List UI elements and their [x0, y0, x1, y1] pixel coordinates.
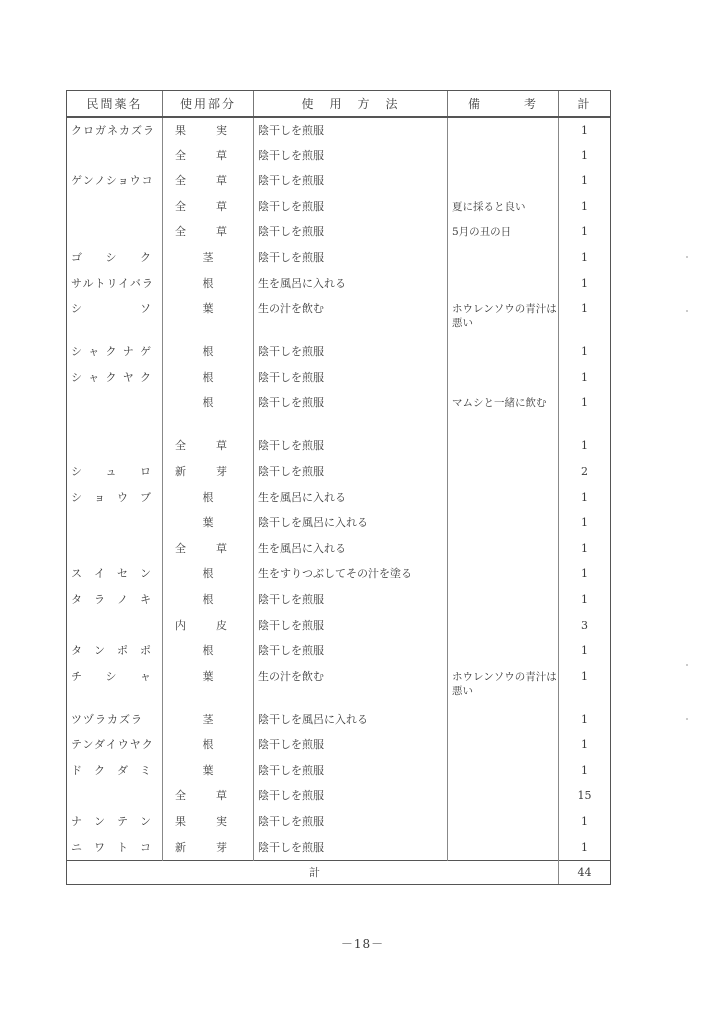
table-row [67, 510, 611, 536]
remarks [448, 168, 559, 194]
table-row [67, 194, 611, 220]
remarks: ホウレンソウの青汁は悪い [448, 296, 559, 339]
usage-method: 陰干しを煎服 [254, 783, 448, 809]
used-part: 根 [163, 732, 254, 758]
table-row [67, 117, 611, 143]
header-name: 民間薬名 [67, 91, 163, 118]
table-row [67, 219, 611, 245]
table-row [67, 835, 611, 861]
remarks: ホウレンソウの青汁は悪い [448, 664, 559, 707]
usage-method: 陰干しを煎服 [254, 587, 448, 613]
used-part: 根 [163, 587, 254, 613]
used-part: 根 [163, 638, 254, 664]
count: 1 [559, 664, 611, 707]
usage-method: 陰干しを煎服 [254, 365, 448, 391]
count: 1 [559, 732, 611, 758]
medicine-name-cell [67, 459, 163, 485]
usage-method: 陰干しを煎服 [254, 835, 448, 861]
usage-method: 陰干しを煎服 [254, 732, 448, 758]
medicine-name-cell [67, 809, 163, 835]
used-part: 全 草 [163, 168, 254, 194]
header-count: 計 [559, 91, 611, 118]
medicine-name-cell [67, 271, 163, 297]
medicine-name: ス イ セ ン [71, 567, 151, 581]
medicine-name-cell [67, 433, 163, 459]
medicine-name: シ ャ ク ナ ゲ [71, 345, 151, 359]
medicine-name: シ ュ ロ [71, 464, 151, 478]
remarks [448, 365, 559, 391]
count: 1 [559, 117, 611, 143]
used-part: 新 芽 [163, 459, 254, 485]
medicine-name: ド ク ダ ミ [71, 763, 151, 777]
table-row [67, 664, 611, 707]
usage-method: 陰干しを煎服 [254, 433, 448, 459]
count: 2 [559, 459, 611, 485]
remarks [448, 433, 559, 459]
table-row [67, 732, 611, 758]
usage-method: 生の汁を飲む [254, 664, 448, 707]
usage-method: 陰干しを煎服 [254, 219, 448, 245]
count: 1 [559, 809, 611, 835]
medicine-name-cell [67, 390, 163, 433]
used-part: 根 [163, 365, 254, 391]
usage-method: 陰干しを煎服 [254, 168, 448, 194]
medicine-name-cell [67, 339, 163, 365]
table-row [67, 809, 611, 835]
remarks [448, 758, 559, 784]
remarks [448, 536, 559, 562]
medicine-name-cell [67, 296, 163, 339]
used-part: 葉 [163, 758, 254, 784]
medicine-name-cell [67, 245, 163, 271]
count: 1 [559, 561, 611, 587]
usage-method: 陰干しを煎服 [254, 459, 448, 485]
remarks [448, 459, 559, 485]
table-row [67, 783, 611, 809]
table-row [67, 758, 611, 784]
medicine-name-cell [67, 168, 163, 194]
medicine-name-cell [67, 561, 163, 587]
table-row [67, 296, 611, 339]
usage-method: 生を風呂に入れる [254, 536, 448, 562]
medicine-name: ニ ワ ト コ [71, 840, 151, 854]
count: 1 [559, 296, 611, 339]
usage-method: 陰干しを煎服 [254, 758, 448, 784]
medicine-name: クロガネカズラ [71, 124, 155, 137]
medicine-name: ゲンノショウコ [71, 174, 154, 188]
used-part: 根 [163, 485, 254, 511]
usage-method: 生をすりつぶしてその汁を塗る [254, 561, 448, 587]
count: 1 [559, 365, 611, 391]
scan-speck [686, 256, 688, 258]
usage-method: 生を風呂に入れる [254, 271, 448, 297]
count: 1 [559, 143, 611, 169]
remarks [448, 638, 559, 664]
count: 1 [559, 758, 611, 784]
used-part: 全 草 [163, 219, 254, 245]
header-method: 使 用 方 法 [254, 91, 448, 118]
count: 1 [559, 339, 611, 365]
used-part: 葉 [163, 664, 254, 707]
remarks [448, 732, 559, 758]
medicine-name-cell [67, 613, 163, 639]
count: 1 [559, 219, 611, 245]
medicine-name: タ ン ポ ポ [71, 644, 151, 658]
usage-method: 陰干しを煎服 [254, 809, 448, 835]
count: 1 [559, 510, 611, 536]
medicine-name-cell [67, 143, 163, 169]
used-part: 根 [163, 561, 254, 587]
folk-medicine-table [66, 90, 611, 885]
medicine-name-cell [67, 485, 163, 511]
medicine-name: テンダイウヤク [71, 738, 154, 752]
remarks: マムシと一緒に飲む [448, 390, 559, 433]
medicine-name: ツヅラカズラ [71, 712, 143, 726]
medicine-name-cell [67, 664, 163, 707]
scan-speck [686, 310, 688, 312]
medicine-name: サルトリイバラ [71, 276, 154, 290]
usage-method: 陰干しを煎服 [254, 194, 448, 220]
medicine-name: チ シ ャ [71, 669, 151, 683]
used-part: 根 [163, 390, 254, 433]
table-row [67, 707, 611, 733]
used-part: 葉 [163, 510, 254, 536]
medicine-name-cell [67, 219, 163, 245]
medicine-name: ゴ シ ク [71, 250, 151, 264]
remarks [448, 707, 559, 733]
remarks [448, 561, 559, 587]
table-row [67, 271, 611, 297]
count: 1 [559, 271, 611, 297]
remarks [448, 587, 559, 613]
used-part: 葉 [163, 296, 254, 339]
remarks: 夏に採ると良い [448, 194, 559, 220]
table-row [67, 536, 611, 562]
remarks [448, 613, 559, 639]
used-part: 新 芽 [163, 835, 254, 861]
medicine-name: ナ ン テ ン [71, 815, 151, 829]
count: 1 [559, 707, 611, 733]
used-part: 茎 [163, 245, 254, 271]
medicine-name-cell [67, 783, 163, 809]
table-row [67, 613, 611, 639]
scan-speck [686, 718, 688, 720]
count: 1 [559, 536, 611, 562]
count: 1 [559, 587, 611, 613]
usage-method: 陰干しを煎服 [254, 638, 448, 664]
medicine-name: シ ャ ク ヤ ク [71, 370, 151, 384]
medicine-name-cell [67, 587, 163, 613]
count: 15 [559, 783, 611, 809]
medicine-name-cell [67, 117, 163, 143]
medicine-name-cell [67, 638, 163, 664]
table-row [67, 245, 611, 271]
used-part: 根 [163, 271, 254, 297]
remarks [448, 835, 559, 861]
usage-method: 陰干しを煎服 [254, 390, 448, 433]
count: 1 [559, 638, 611, 664]
usage-method: 陰干しを煎服 [254, 245, 448, 271]
medicine-name-cell [67, 732, 163, 758]
medicine-name-cell [67, 510, 163, 536]
used-part: 全 草 [163, 194, 254, 220]
remarks [448, 339, 559, 365]
remarks [448, 809, 559, 835]
medicine-name: シ ョ ウ ブ [71, 490, 151, 504]
total-row [67, 860, 611, 884]
remarks [448, 271, 559, 297]
used-part: 内 皮 [163, 613, 254, 639]
table-row [67, 638, 611, 664]
page-number: －18－ [340, 937, 385, 951]
count: 1 [559, 168, 611, 194]
table-row [67, 433, 611, 459]
used-part: 全 草 [163, 143, 254, 169]
usage-method: 陰干しを煎服 [254, 613, 448, 639]
count: 1 [559, 245, 611, 271]
usage-method: 陰干しを煎服 [254, 117, 448, 143]
medicine-name-cell [67, 536, 163, 562]
table-row [67, 561, 611, 587]
count: 3 [559, 613, 611, 639]
used-part: 果 実 [163, 117, 254, 143]
medicine-name-cell [67, 194, 163, 220]
remarks [448, 783, 559, 809]
table-row [67, 459, 611, 485]
remarks [448, 117, 559, 143]
table-row [67, 143, 611, 169]
remarks [448, 510, 559, 536]
medicine-table-sheet [66, 90, 610, 885]
remarks [448, 485, 559, 511]
total-value: 44 [559, 860, 611, 884]
table-body [67, 117, 611, 860]
total-label: 計 [67, 860, 559, 884]
table-row [67, 365, 611, 391]
usage-method: 陰干しを煎服 [254, 143, 448, 169]
usage-method: 陰干しを煎服 [254, 339, 448, 365]
medicine-name-cell [67, 835, 163, 861]
count: 1 [559, 433, 611, 459]
remarks [448, 245, 559, 271]
table-row [67, 339, 611, 365]
usage-method: 生を風呂に入れる [254, 485, 448, 511]
used-part: 果 実 [163, 809, 254, 835]
table-header-row [67, 91, 611, 118]
medicine-name-cell [67, 365, 163, 391]
usage-method: 生の汁を飲む [254, 296, 448, 339]
medicine-name-cell [67, 758, 163, 784]
remarks: 5月の丑の日 [448, 219, 559, 245]
used-part: 根 [163, 339, 254, 365]
table-row [67, 390, 611, 433]
used-part: 全 草 [163, 536, 254, 562]
medicine-name: シ ソ [71, 302, 151, 316]
table-row [67, 168, 611, 194]
table-row [67, 485, 611, 511]
medicine-name: タ ラ ノ キ [71, 592, 151, 606]
medicine-name-cell [67, 707, 163, 733]
scan-speck [686, 664, 688, 666]
usage-method: 陰干しを風呂に入れる [254, 510, 448, 536]
count: 1 [559, 835, 611, 861]
used-part: 全 草 [163, 433, 254, 459]
count: 1 [559, 390, 611, 433]
usage-method: 陰干しを風呂に入れる [254, 707, 448, 733]
used-part: 全 草 [163, 783, 254, 809]
used-part: 茎 [163, 707, 254, 733]
count: 1 [559, 194, 611, 220]
header-remarks: 備 考 [448, 91, 559, 118]
header-part: 使用部分 [163, 91, 254, 118]
table-row [67, 587, 611, 613]
remarks [448, 143, 559, 169]
count: 1 [559, 485, 611, 511]
